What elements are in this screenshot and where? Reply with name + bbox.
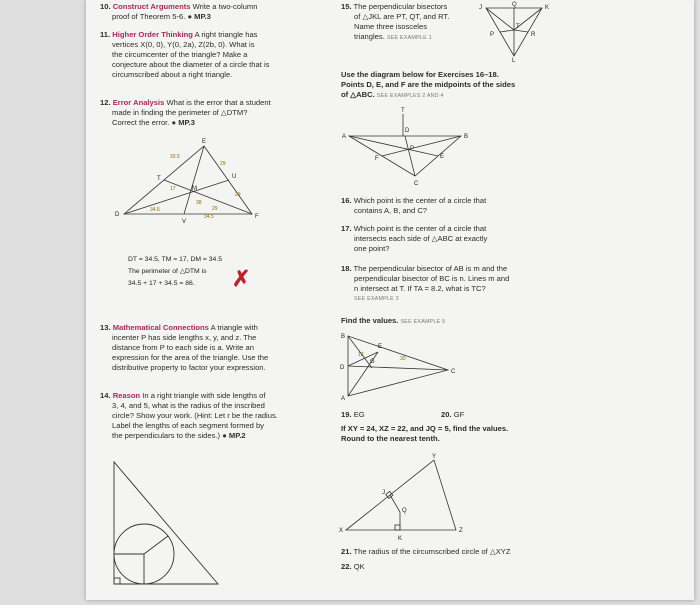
problem-text: The perpendicular bisector of AB is m and the xyxy=(353,264,508,273)
label-29-right: 29 xyxy=(235,192,241,198)
label-34-5-right: 34.5 xyxy=(204,214,214,220)
figure-16-triangle-abc xyxy=(341,104,471,188)
problem-14-line5 xyxy=(112,431,246,441)
diagram-instructions: of △ABC. xyxy=(341,90,375,99)
label-13: 13 xyxy=(358,352,364,358)
problem-number: 14. xyxy=(100,391,111,400)
problem-text: proof of Theorem 5-6. xyxy=(112,12,186,21)
problem-text: the circumcenter of the triangle? Make a xyxy=(112,50,248,59)
problem-15 xyxy=(341,2,447,12)
label-m: M xyxy=(192,186,197,192)
problem-number: 17. xyxy=(341,224,352,233)
problem-heading: Error Analysis xyxy=(112,98,165,107)
label-u: U xyxy=(232,174,237,180)
label-d: D xyxy=(405,128,410,134)
problem-12 xyxy=(100,98,271,108)
label-p: P xyxy=(410,146,415,152)
label-p: P xyxy=(490,32,495,38)
problem-text: of △JKL are PT, QT, and RT. xyxy=(354,12,450,21)
label-b: B xyxy=(341,334,346,340)
problem-number: 22. xyxy=(341,562,352,571)
label-g: G xyxy=(370,359,375,365)
label-j: J xyxy=(382,490,385,496)
problem-text: QK xyxy=(353,562,365,571)
problem-text: incenter P has side lengths x, y, and z. The xyxy=(112,333,257,342)
label-x: X xyxy=(339,528,344,534)
label-29-inner: 29 xyxy=(212,206,218,212)
problem-heading: Reason xyxy=(112,391,141,400)
mp-badge: ● MP.2 xyxy=(222,431,246,440)
problem-19 xyxy=(341,410,365,420)
problem-text: 3, 4, and 5, what is the radius of the inscribed xyxy=(112,401,265,410)
label-q: Q xyxy=(512,2,517,8)
problem-text: triangles. xyxy=(354,32,385,41)
problem-heading: Higher Order Thinking xyxy=(112,30,193,39)
problem-text: Name three isosceles xyxy=(354,22,428,31)
problem-text: The radius of the circumscribed circle of △XYZ xyxy=(353,547,511,556)
problem-text: one point? xyxy=(354,244,390,253)
find-values-text: Find the values. xyxy=(341,316,399,325)
segment-jq xyxy=(390,495,400,512)
label-v: V xyxy=(182,219,187,225)
problem-text: What is the error that a student xyxy=(166,98,271,107)
label-e: E xyxy=(378,344,383,350)
problem-text: Label the lengths of each segment formed by xyxy=(112,421,264,430)
problem-number: 21. xyxy=(341,547,352,556)
right-angle-k xyxy=(395,525,400,530)
label-r: R xyxy=(531,32,536,38)
problem-17 xyxy=(341,224,486,234)
problem-text: the perpendiculars to the sides.) xyxy=(112,431,221,440)
mp-label: MP.3 xyxy=(194,12,211,21)
bisector-pt xyxy=(500,30,514,32)
problem-14 xyxy=(100,391,266,401)
label-17: 17 xyxy=(170,186,176,192)
problem-text: conjecture about the diameter of a circle that is xyxy=(112,60,270,69)
problem-21 xyxy=(341,547,510,557)
problem-15-line4 xyxy=(354,32,432,44)
problem-text: vertices X(0, 0), Y(0, 2a), Z(2b, 0). What is xyxy=(112,40,255,49)
figure-15-bisectors xyxy=(478,0,558,62)
problem-number: 11. xyxy=(100,30,111,39)
label-d: D xyxy=(340,365,345,371)
worksheet-page xyxy=(86,0,694,600)
triangle-xyz xyxy=(346,460,456,530)
problem-number: 20. xyxy=(441,410,452,419)
label-q: Q xyxy=(402,508,407,514)
label-a: A xyxy=(341,396,346,402)
mp-badge: ● MP.3 xyxy=(171,118,195,127)
problem-16 xyxy=(341,196,486,206)
problem-10-line2 xyxy=(112,12,211,22)
error-x-mark: ✗ xyxy=(232,266,251,291)
problem-text: Which point is the center of a circle that xyxy=(353,224,487,233)
label-a: A xyxy=(342,134,347,140)
work-line-2: The perimeter of △DTM is xyxy=(128,268,207,275)
label-29-top: 29 xyxy=(220,161,226,167)
problem-text: The perpendicular bisectors xyxy=(353,2,448,11)
mp-label: MP.3 xyxy=(178,118,195,127)
see-example: SEE EXAMPLE 5 xyxy=(400,319,446,325)
problem-text: distance from P to each side is a. Write an xyxy=(112,343,254,352)
problem-number: 19. xyxy=(341,410,352,419)
see-example: SEE EXAMPLE 1 xyxy=(386,35,432,41)
label-33-5: 33.5 xyxy=(170,154,180,160)
label-c: C xyxy=(414,181,419,187)
mp-label: MP.2 xyxy=(228,431,246,440)
label-e: E xyxy=(440,154,445,160)
problem-12-line3 xyxy=(112,118,195,128)
label-t: T xyxy=(516,24,520,30)
see-example: SEE EXAMPLE 3 xyxy=(354,296,399,302)
label-z: Z xyxy=(459,528,463,534)
problem-22 xyxy=(341,562,365,572)
problem-text: n intersect at T. If TA = 8.2, what is TC? xyxy=(354,284,486,293)
problem-number: 12. xyxy=(100,98,111,107)
problem-text: circle? Show your work. (Hint: Let r be the radius. xyxy=(112,411,278,420)
work-line-1: DT = 34.5, TM = 17, DM = 34.5 xyxy=(128,256,223,263)
problem-text: In a right triangle with side lengths of xyxy=(142,391,266,400)
problem-number: 13. xyxy=(100,323,111,332)
problem-text: Write a two-column xyxy=(192,2,258,11)
problem-text: intersects each side of △ABC at exactly xyxy=(354,234,488,243)
label-t: T xyxy=(401,108,405,114)
label-y: Y xyxy=(432,454,437,460)
problem-text: made in finding the perimeter of △DTM? xyxy=(112,108,248,117)
label-l: L xyxy=(512,58,516,62)
bisector-rt xyxy=(514,30,528,32)
label-b: B xyxy=(464,134,469,140)
problem-text: expression for the area of the triangle. Use the xyxy=(112,353,269,362)
figure-21-triangle-xyz xyxy=(338,452,468,544)
problem-text: Correct the error. xyxy=(112,118,170,127)
mp-badge: ● MP.3 xyxy=(187,12,211,21)
find-values-heading xyxy=(341,316,445,328)
triangle-abc xyxy=(349,136,461,176)
problem-number: 16. xyxy=(341,196,352,205)
given-text: Round to the nearest tenth. xyxy=(341,434,440,443)
problem-heading: Mathematical Connections xyxy=(112,323,209,332)
problem-text: Which point is the center of a circle that xyxy=(353,196,487,205)
segment-jt xyxy=(486,8,514,30)
problem-text: GF xyxy=(453,410,465,419)
problem-20 xyxy=(441,410,464,420)
triangle-def xyxy=(124,146,252,214)
problem-text: EG xyxy=(353,410,365,419)
problem-text: A triangle with xyxy=(210,323,258,332)
radius-hyp xyxy=(144,536,168,554)
right-angle-mark xyxy=(114,578,120,584)
work-line-3: 34.5 + 17 + 34.5 = 86. xyxy=(128,280,195,287)
problem-number: 15. xyxy=(341,2,352,11)
problem-text: A right triangle has xyxy=(194,30,258,39)
problem-10 xyxy=(100,2,257,12)
problem-number: 10. xyxy=(100,2,111,11)
label-d: D xyxy=(115,212,120,218)
label-c: C xyxy=(451,369,456,375)
triangle-bac xyxy=(348,336,448,396)
problem-text: circumscribed about a right triangle. xyxy=(112,70,233,79)
problem-heading: Construct Arguments xyxy=(112,2,191,11)
problem-13 xyxy=(100,323,258,333)
label-t: T xyxy=(157,176,161,182)
diagram-instructions: Use the diagram below for Exercises 16–18. xyxy=(341,70,499,79)
label-j: J xyxy=(479,5,482,11)
figure-19-20-triangle xyxy=(338,330,468,402)
figure-14-incircle xyxy=(108,452,228,592)
label-f: F xyxy=(375,156,379,162)
diagram-instructions-line3 xyxy=(341,90,444,102)
label-k: K xyxy=(398,536,403,542)
given-text: If XY = 24, XZ = 22, and JQ = 5, find the values. xyxy=(341,424,509,433)
label-e: E xyxy=(202,139,207,145)
segment-c xyxy=(405,136,415,176)
problem-11 xyxy=(100,30,257,40)
label-f: F xyxy=(255,214,259,220)
problem-18 xyxy=(341,264,507,274)
figure-12-triangle xyxy=(112,136,272,236)
problem-text: distributive property to factor your expression. xyxy=(112,363,266,372)
label-34-5-left: 34.5 xyxy=(150,207,160,213)
right-triangle xyxy=(114,462,218,584)
label-k: K xyxy=(545,5,550,11)
label-38: 38 xyxy=(196,200,202,206)
label-30: 30 xyxy=(400,356,406,362)
problem-text: perpendicular bisector of BC is n. Lines m and xyxy=(354,274,510,283)
problem-text: contains A, B, and C? xyxy=(354,206,428,215)
segment-dc xyxy=(348,366,448,370)
problem-number: 18. xyxy=(341,264,352,273)
diagram-instructions: Points D, E, and F are the midpoints of the sides xyxy=(341,80,516,89)
see-example: SEE EXAMPLES 2 AND 4 xyxy=(376,93,444,99)
